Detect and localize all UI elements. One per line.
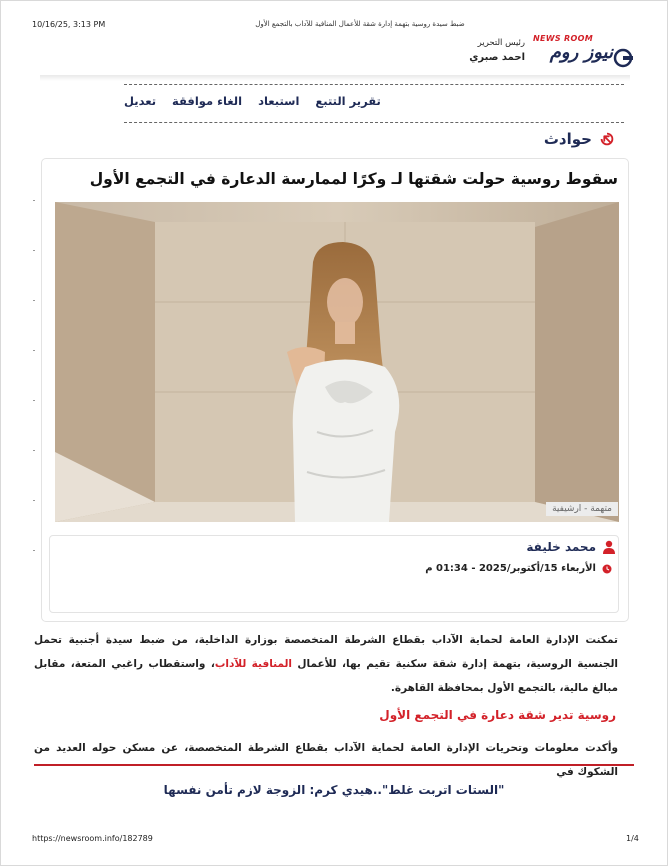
admin-nav (124, 94, 530, 108)
site-header (33, 34, 633, 76)
logo-text-ar: نيوز روم (549, 42, 613, 63)
arrow-circle-icon (598, 130, 616, 148)
nav-exclude-link[interactable]: استبعاد (258, 94, 300, 108)
article-paragraph-1 (34, 628, 618, 700)
editor-label: رئيس التحرير (477, 38, 525, 48)
author-name: محمد خليفة (526, 540, 596, 554)
publish-date: الأربعاء 15/أكتوبر/2025 - 01:34 م (425, 563, 596, 574)
print-page-title: ضبط سيدة روسية بتهمة إدارة شقة للأعمال المنافية للآداب بالتجمع الأول (255, 20, 465, 28)
paragraph-1-text-b: ، واستقطاب راغبي المتعة، مقابل مبالغ مالية، بالتجمع الأول بمحافظة القاهرة. (34, 658, 618, 694)
logo-text-en: NEWS ROOM (533, 34, 593, 43)
author-row[interactable] (526, 540, 616, 554)
print-datetime: 10/16/25, 3:13 PM (32, 20, 106, 29)
section-label: حوادث (543, 130, 592, 148)
clock-icon (602, 564, 612, 574)
margin-dots (33, 200, 35, 580)
print-url: https://newsroom.info/182789 (32, 834, 153, 843)
paragraph-1-text-a: تمكنت الإدارة العامة لحماية الآداب بقطاع الشرطة المتخصصة بوزارة الداخلية، من ضبط سيدة أجنبية تحمل الجنسية الروسية، بتهمة إدارة شقة سكنية تقيم بها، للأعمال (34, 634, 618, 670)
article-subheading: روسية تدير شقة دعارة في التجمع الأول (379, 708, 616, 722)
site-logo[interactable] (533, 34, 633, 78)
nav-tracking-report-link[interactable]: تقرير التتبع (315, 94, 381, 108)
user-icon (602, 540, 616, 554)
publish-date-row (425, 563, 612, 574)
inline-keyword-link[interactable]: المنافية للآداب (214, 658, 293, 670)
nav-edit-link[interactable]: تعديل (124, 94, 157, 108)
editor-name: احمد صبري (469, 52, 525, 63)
logo-mark-icon (613, 48, 633, 68)
nav-unapprove-link[interactable]: الغاء موافقة (172, 94, 243, 108)
related-article-link[interactable]: "الستات اتربت غلط"..هيدي كرم: الزوجة لازم تأمن نفسها (163, 783, 505, 797)
related-divider (34, 764, 634, 766)
section-header[interactable] (544, 130, 616, 148)
article-paragraph-2: وأكدت معلومات وتحريات الإدارة العامة لحماية الآداب بقطاع الشرطة المتخصصة، عن مسكن حوله العديد من الشكوك في (34, 742, 618, 778)
header-divider (40, 75, 630, 81)
nav-top-divider (124, 84, 624, 85)
article-photo (55, 202, 619, 522)
print-page-number: 1/4 (626, 834, 639, 843)
editor-block (469, 38, 525, 63)
article-photo-drawing (55, 202, 619, 522)
article-headline: سقوط روسية حولت شقتها لـ وكرًا لممارسة الدعارة في التجمع الأول (89, 170, 618, 188)
nav-bottom-divider (124, 122, 624, 123)
image-caption: متهمة - ارشيفية (546, 502, 618, 516)
